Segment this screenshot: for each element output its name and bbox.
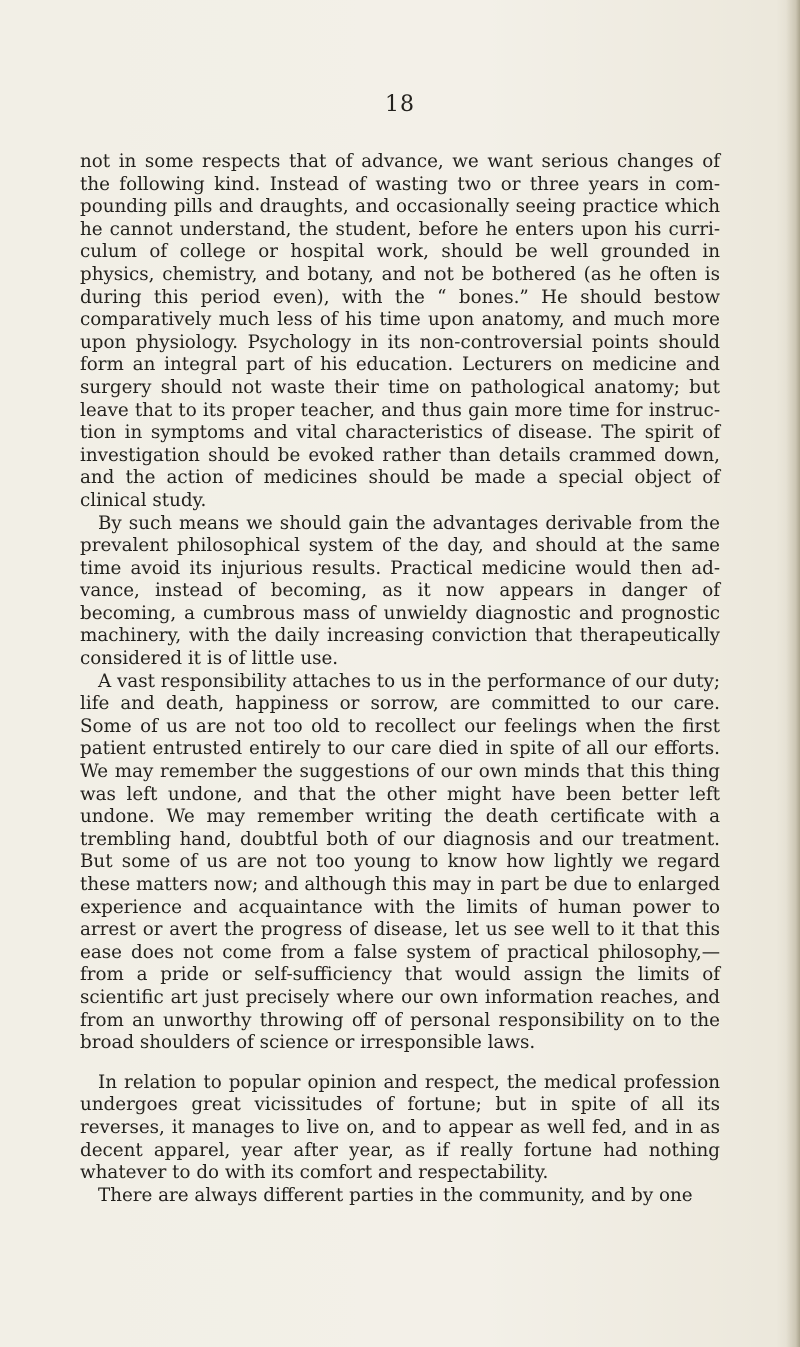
paragraph: In relation to popular opinion and respect, the medical profession undergoes great vicissitudes of fortune; but in spite of all its reverses, it manages to live on, and to appear as well fed, and in as decent apparel, year after year, as if really fortune had nothing whatever to do with its comfort and respectability. (80, 1071, 720, 1184)
paragraph: There are always different parties in the community, and by one (98, 1184, 693, 1206)
paragraph: A vast responsibility attaches to us in the performance of our duty; life and death, happiness or sorrow, are committed to our care. Some of us are not too old to recollect our feelings when the first patient entrusted entirely to our care died in spite of all our efforts. We may remember the suggestions of our own minds that this thing was left undone, and that the other might have been better left undone. We may remember writing the death certificate with a trembling hand, doubtful both of our diagnosis and our treatment. But some of us are not too young to know how lightly we regard these matters now; and although this may in part be due to enlarged experience and acquaintance with the limits of human power to arrest or avert the progress of disease, let us see well to it that this ease does not come from a false system of practical philosophy,—from a pride or self-sufficiency that would assign the limits of scientific art just precisely where our own information reaches, and from an unworthy throwing off of personal responsibility on to the broad shoulders of science or irresponsible laws. (80, 670, 720, 1054)
page-edge-shadow (786, 0, 800, 1347)
paragraph-continued: not in some respects that of advance, we want serious changes of the following kind. Instead of wasting two or three years in compounding pills and draughts, and occasionally seeing practice which he cannot understand, the student, before he enters upon his curriculum of college or hospital work, should be well grounded in physics, chemistry, and botany, and not be bothered (as he often is during this period even), with the “ bones.” He should bestow comparatively much less of his time upon anatomy, and much more upon physiology. Psychology in its non-controversial points should form an integral part of his education. Lecturers on medicine and surgery should not waste their time on pathological anatomy; but leave that to its proper teacher, and thus gain more time for instruction in symptoms and vital characteristics of disease. The spirit of investigation should be evoked rather than details crammed down, and the action of medicines should be made a special object of clinical study. (80, 151, 720, 511)
page-number: 18 (385, 92, 415, 117)
paragraph: By such means we should gain the advantages derivable from the prevalent philosophical system of the day, and should at the same time avoid its injurious results. Practical medicine would then advance, instead of becoming, as it now appears in danger of becoming, a cumbrous mass of unwieldy diagnostic and prognostic machinery, with the daily increasing conviction that therapeutically considered it is of little use. (80, 512, 720, 670)
body-text (80, 151, 720, 1207)
